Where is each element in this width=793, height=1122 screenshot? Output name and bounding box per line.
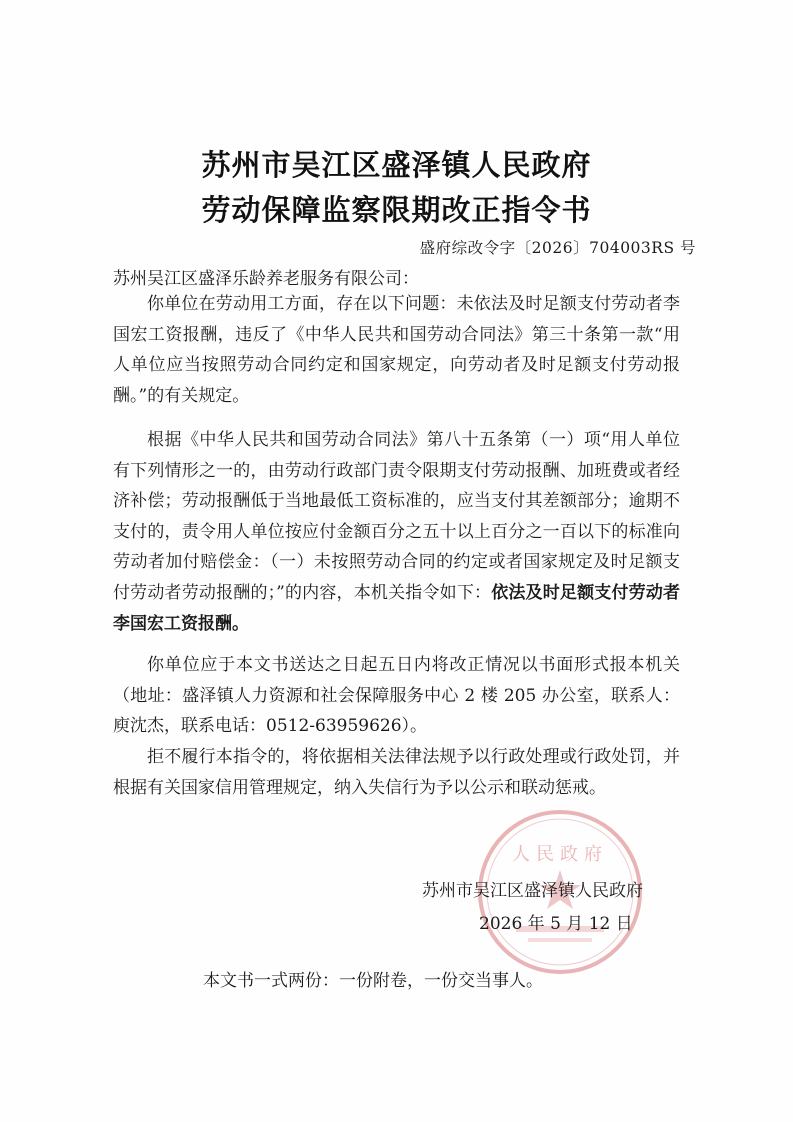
paragraph-penalty: 拒不履行本指令的，将依据相关法律法规予以行政处理或行政处罚，并根据有关国家信用管理规定，纳入失信行为予以公示和联动惩戒。 <box>113 747 680 798</box>
document-title-line1: 苏州市吴江区盛泽镇人民政府 <box>201 148 592 182</box>
issue-date: 2026 年 5 月 12 日 <box>479 914 633 934</box>
addressee: 苏州吴江区盛泽乐龄养老服务有限公司： <box>113 269 419 289</box>
svg-text:人民政府: 人民政府 <box>512 844 608 865</box>
document-number: 盛府综改令字〔2026〕704003RS 号 <box>419 239 696 257</box>
document-title-line2: 劳动保障监察限期改正指令书 <box>201 193 592 227</box>
order-text: 依法及时足额支付劳动者李国宏工资报酬。 <box>113 582 680 634</box>
paragraph-violation: 你单位在劳动用工方面，存在以下问题：未依法及时足额支付劳动者李国宏工资报酬，违反了《中华人民共和国劳动合同法》第三十条第一款“用人单位应当按照劳动合同约定和国家规定，向劳动者及时足额支付劳动报酬。”的有关规定。 <box>113 294 680 406</box>
issuing-authority: 苏州市吴江区盛泽镇人民政府 <box>422 881 643 901</box>
paragraph-legal-basis <box>113 425 680 639</box>
paragraph-deadline: 你单位应于本文书送达之日起五日内将改正情况以书面形式报本机关（地址：盛泽镇人力资源和社会保障服务中心 2 楼 205 办公室，联系人：庾沈杰，联系电话：0512-63959626）。 <box>113 655 680 737</box>
paragraph-legal-basis-text: 根据《中华人民共和国劳动合同法》第八十五条第（一）项“用人单位有下列情形之一的，由劳动行政部门责令限期支付劳动报酬、加班费或者经济补偿；劳动报酬低于当地最低工资标准的，应当支付其差额部分；逾期不支付的，责令用人单位按应付金额百分之五十以上百分之一百以下的标准向劳动者加付赔偿金：（一）未按照劳动合同的约定或者国家规定及时足额支付劳动者劳动报酬的；”的内容，本机关指令如下： <box>113 430 680 603</box>
copies-note: 本文书一式两份：一份附卷，一份交当事人。 <box>203 971 543 991</box>
